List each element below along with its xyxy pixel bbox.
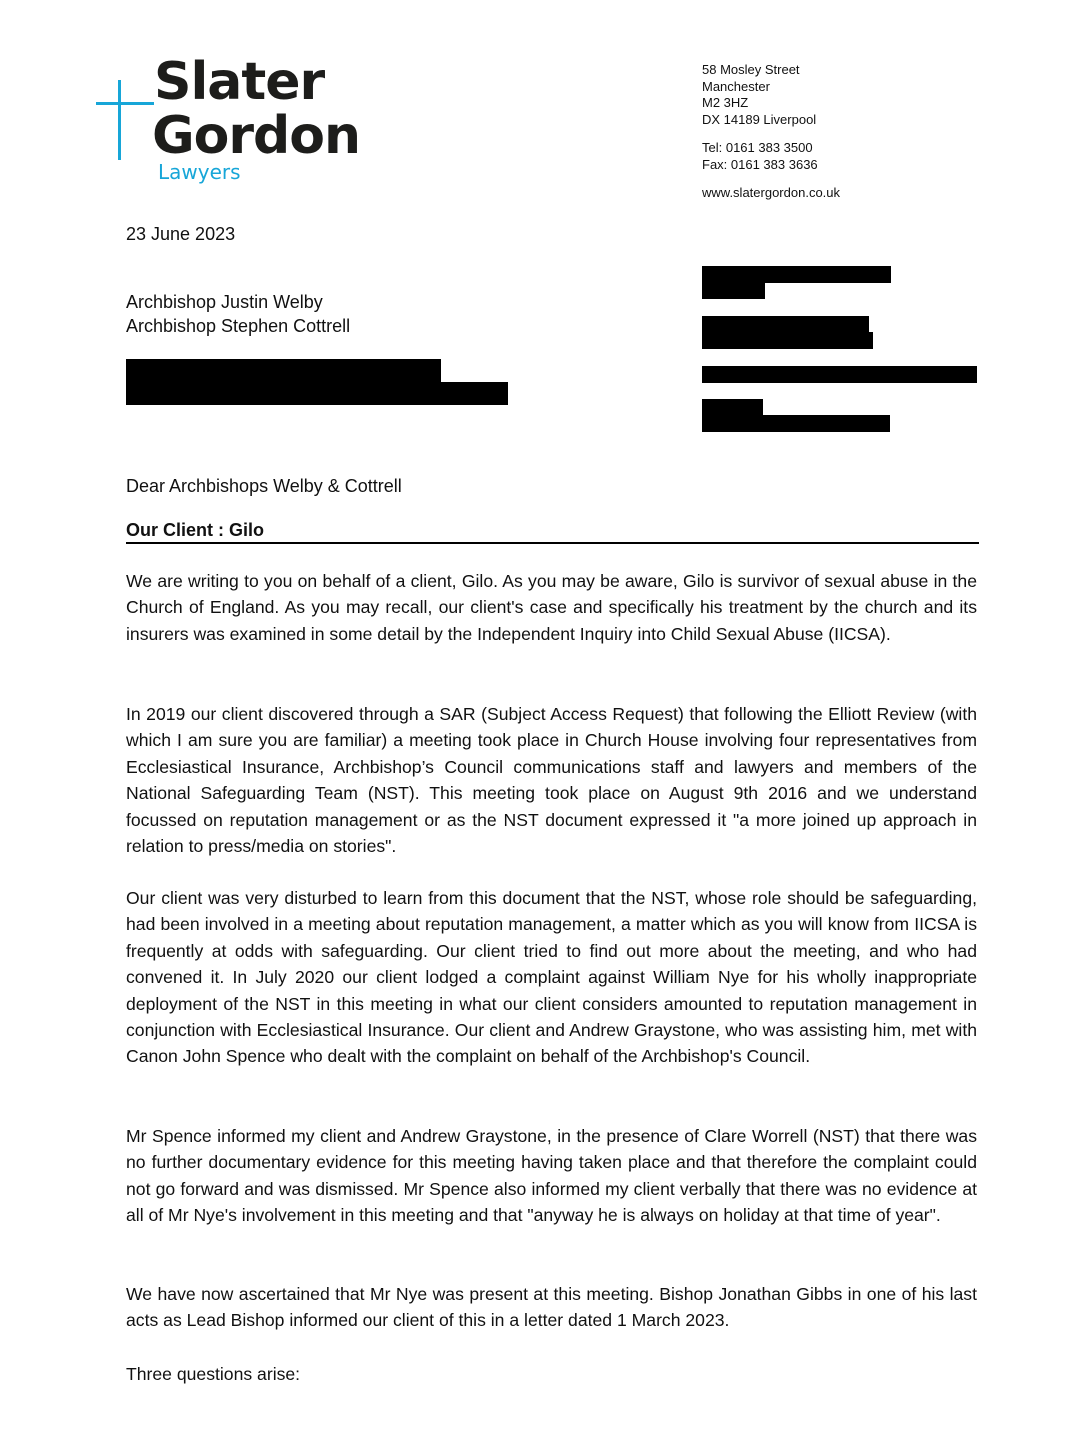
recipient-2: Archbishop Stephen Cottrell (126, 316, 351, 336)
logo-word-gordon: Gordon (152, 106, 361, 166)
address-website: www.slatergordon.co.uk (702, 185, 841, 200)
address-city: Manchester (702, 78, 770, 94)
logo-cross-vertical (118, 80, 121, 160)
redaction-bar (702, 399, 763, 416)
logo-cross-horizontal (96, 102, 154, 105)
body-paragraph-4: Mr Spence informed my client and Andrew Graystone, in the presence of Clare Worrell (NST) that there was no further documentary evidence for this meeting having taken place and that therefore the complaint could not go forward and was dismissed. Mr Spence also informed my client verbally that there was no evidence at all of Mr Nye's involvement in this meeting and that "anyway he is always on holiday at that time of year". (126, 1126, 977, 1226)
sender-address (702, 62, 840, 202)
logo-word-lawyers: Lawyers (158, 160, 241, 184)
body-paragraph-2: In 2019 our client discovered through a SAR (Subject Access Request) that following the Elliott Review (with which I am sure you are familiar) a meeting took place in Church House involving four representatives from Ecclesiastical Insurance, Archbishop’s Council communications staff and lawyers and members of the National Safeguarding Team (NST). This meeting took place on August 9th 2016 and we understand focussed on reputation management or as the NST document expressed it "a more joined up approach in relation to press/media on stories". (126, 704, 977, 857)
body-paragraph-5: We have now ascertained that Mr Nye was present at this meeting. Bishop Jonathan Gibbs in one of his last acts as Lead Bishop informed our client of this in a letter dated 1 March 2023. (126, 1284, 977, 1331)
redaction-bar (702, 415, 890, 432)
redaction-bar (702, 266, 891, 283)
body-paragraph-1: We are writing to you on behalf of a client, Gilo. As you may be aware, Gilo is survivor of sexual abuse in the Church of England. As you may recall, our client's case and specifically his treatment by the church and its insurers was examined in some detail by the Independent Inquiry into Child Sexual Abuse (IICSA). (126, 571, 977, 644)
address-fax: Fax: 0161 383 3636 (702, 156, 818, 172)
address-dx: DX 14189 Liverpool (702, 111, 817, 127)
body-paragraph-6: Three questions arise: (126, 1364, 301, 1384)
address-postcode: M2 3HZ (702, 95, 749, 110)
redaction-bar (702, 332, 873, 349)
letter-date: 23 June 2023 (126, 224, 236, 244)
redaction-bar (702, 316, 869, 333)
subject-heading: Our Client : Gilo (126, 520, 979, 544)
address-street: 58 Mosley Street (702, 62, 800, 77)
logo-word-slater: Slater (154, 52, 325, 112)
redaction-bar (126, 382, 508, 405)
redaction-bar (126, 359, 441, 383)
address-tel: Tel: 0161 383 3500 (702, 140, 813, 155)
recipient-1: Archbishop Justin Welby (126, 292, 323, 312)
redaction-bar (702, 366, 977, 383)
slater-gordon-logo (94, 54, 384, 194)
salutation: Dear Archbishops Welby & Cottrell (126, 476, 402, 496)
redaction-bar (702, 282, 765, 299)
body-paragraph-3: Our client was very disturbed to learn from this document that the NST, whose role should be safeguarding, had been involved in a meeting about reputation management, a matter which as you will know from IICSA is frequently at odds with safeguarding. Our client tried to find out more about the meeting, and who had convened it. In July 2020 our client lodged a complaint against William Nye for his wholly inappropriate deployment of the NST in this meeting in what our client considers amounted to reputation management in conjunction with Ecclesiastical Insurance. Our client and Andrew Graystone, who was assisting him, met with Canon John Spence who dealt with the complaint on behalf of the Archbishop's Council. (126, 888, 977, 1067)
